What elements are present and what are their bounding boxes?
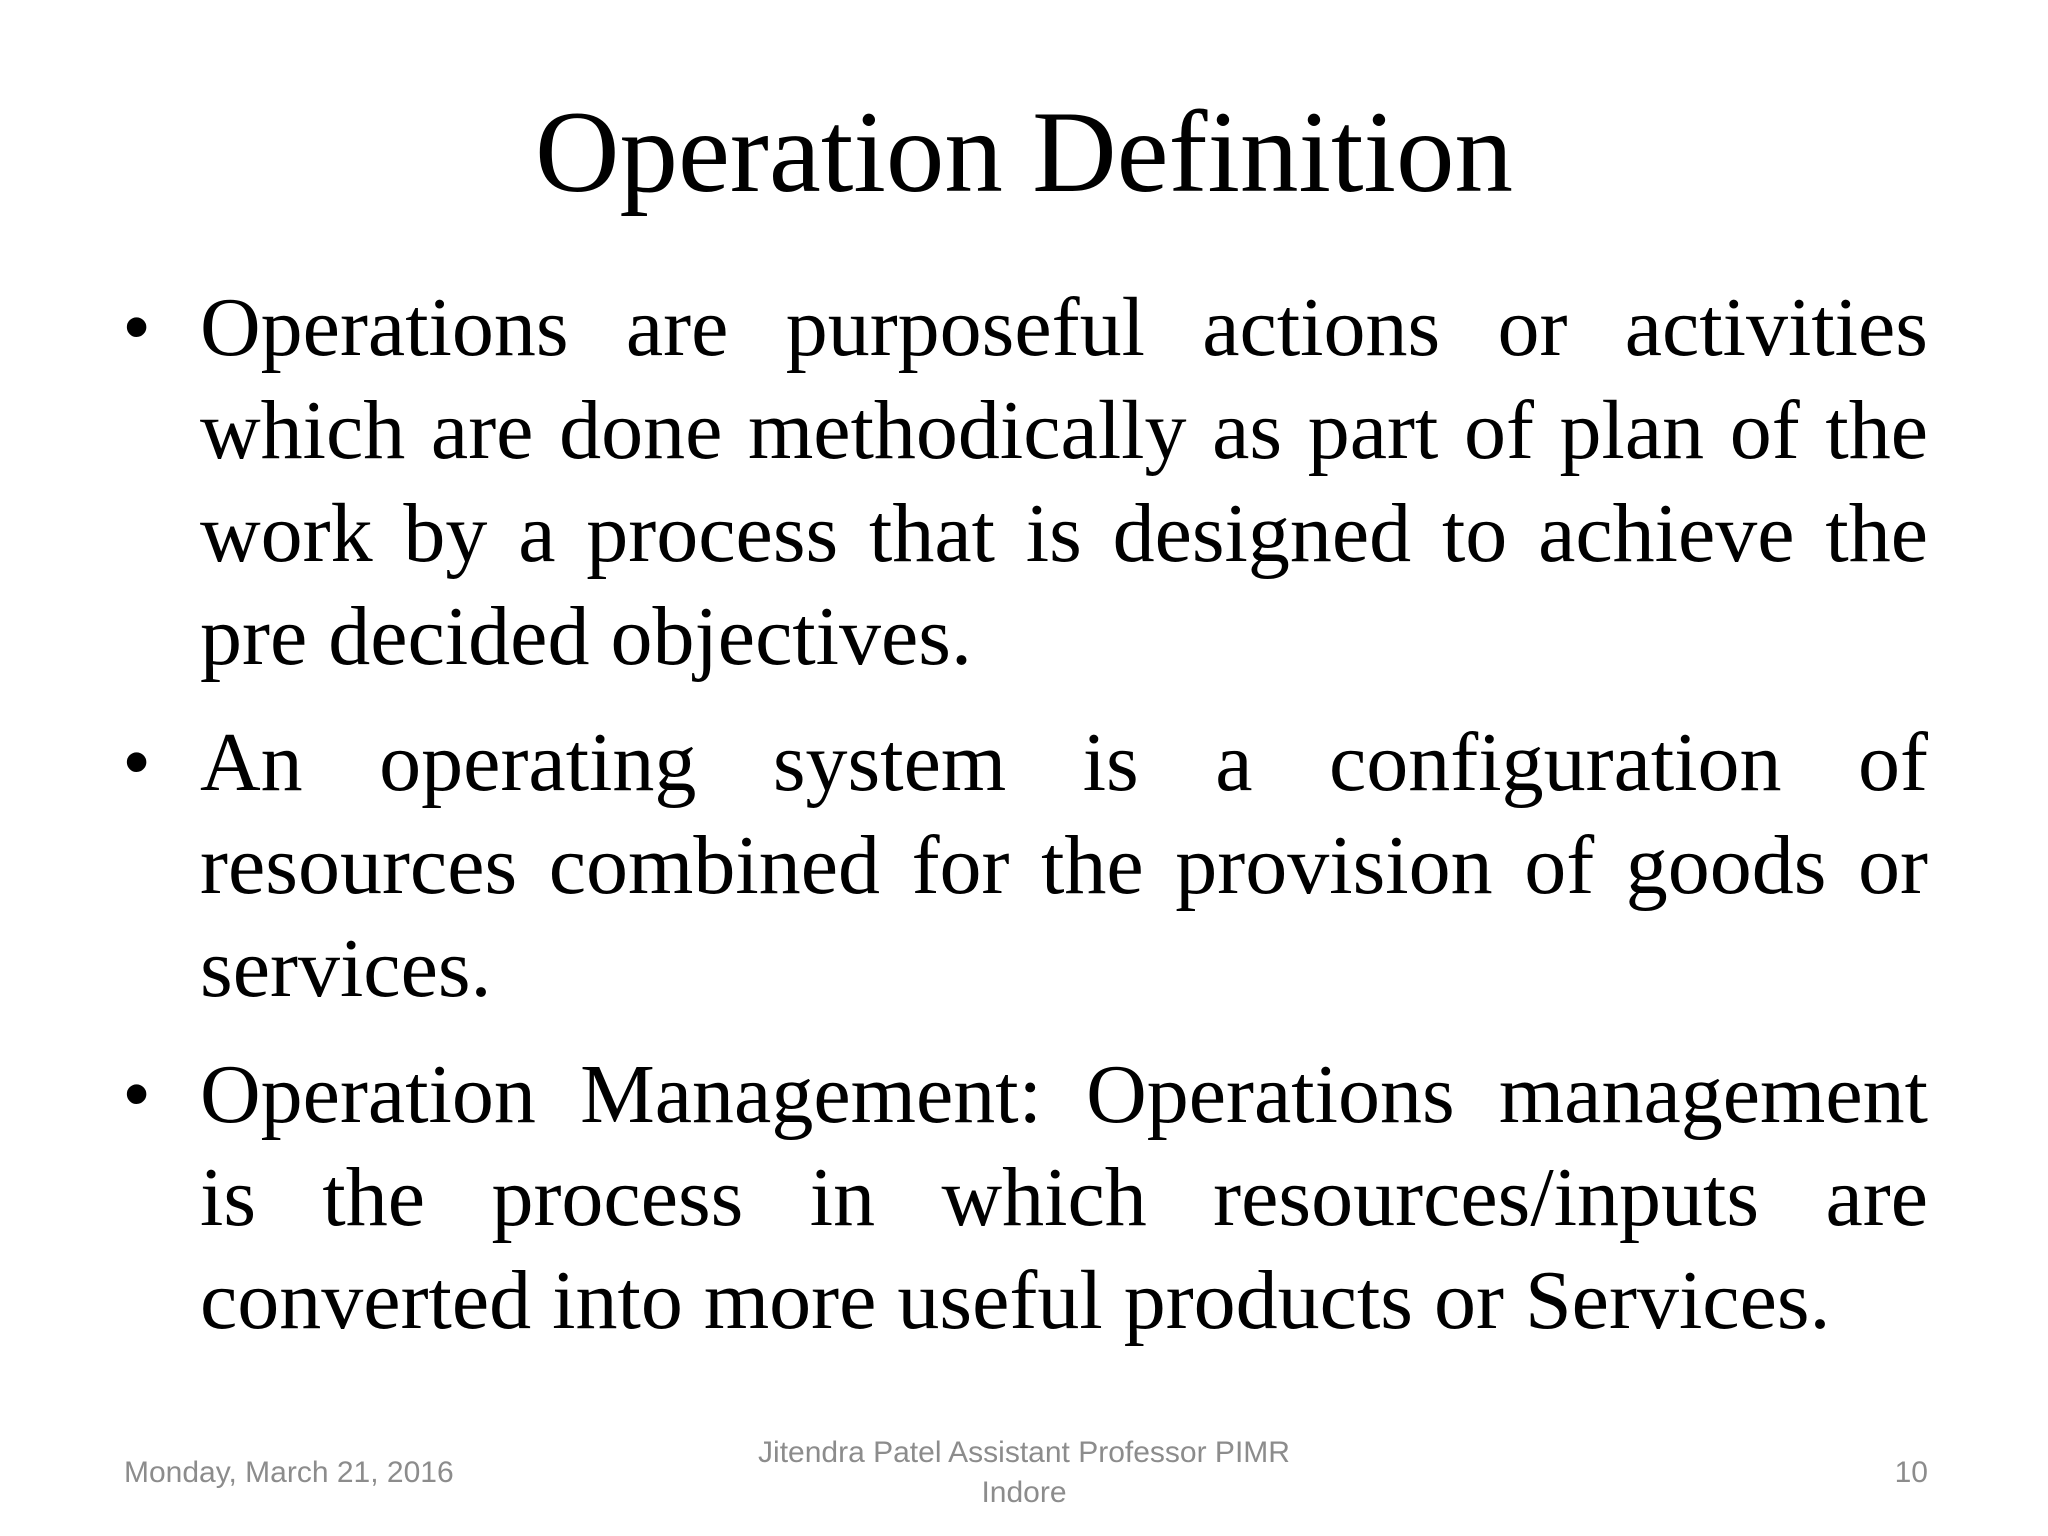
- footer-date: Monday, March 21, 2016: [124, 1456, 454, 1489]
- footer-author: Jitendra Patel Assistant Professor PIMR Indore: [758, 1436, 1290, 1509]
- page-number: 10: [1894, 1456, 1928, 1489]
- bullet-item: [124, 1043, 1928, 1352]
- bullet-dot-icon: •: [124, 287, 150, 367]
- bullet-text: An operating system is a configuration of resources combined for the provision of goods or services.: [200, 716, 1928, 1015]
- bullet-dot-icon: •: [124, 722, 150, 802]
- bullet-text: Operation Management: Operations management is the process in which resources/inputs are converted into more useful products or Services.: [200, 1048, 1928, 1347]
- bullet-item: [124, 276, 1928, 688]
- slide-title: Operation Definition: [535, 88, 1513, 217]
- bullet-item: [124, 711, 1928, 1020]
- bullet-list: [124, 276, 1928, 1375]
- bullet-dot-icon: •: [124, 1054, 150, 1134]
- bullet-text: Operations are purposeful actions or activities which are done methodically as part of plan of the work by a process that is designed to achieve the pre decided objectives.: [200, 281, 1928, 683]
